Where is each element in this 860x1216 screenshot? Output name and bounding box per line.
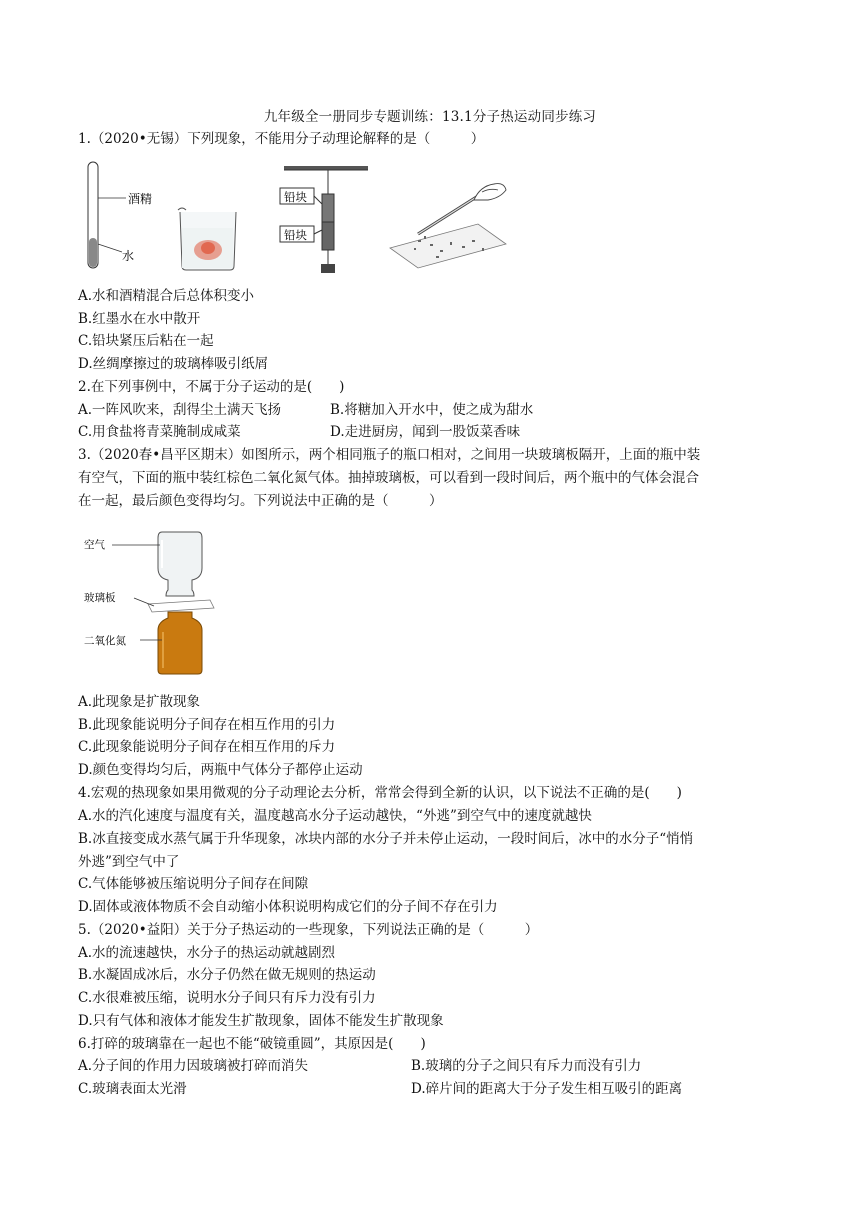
q5-option-b: B.水凝固成冰后，水分子仍然在做无规则的热运动 [78, 967, 376, 983]
q5-option-c: C.水很难被压缩，说明水分子间只有斥力没有引力 [78, 990, 376, 1006]
q4-option-b-cont: 外逃”到空气中了 [78, 854, 180, 870]
q3-figure [82, 528, 252, 676]
glass-plate-label: 玻璃板 [84, 592, 116, 604]
q6-stem: 6.打碎的玻璃靠在一起也不能“破镜重圆”，其原因是( ) [78, 1036, 426, 1052]
q2-option-b: B.将糖加入开水中，使之成为甜水 [330, 402, 534, 418]
q3-option-c: C.此现象能说明分子间存在相互作用的斥力 [78, 739, 336, 755]
alcohol-label: 酒精 [128, 192, 153, 206]
q6-option-d: D.碎片间的距离大于分子发生相互吸引的距离 [411, 1081, 683, 1097]
q1-stem: 1.（2020•无锡）下列现象，不能用分子动理论解释的是（ ） [78, 131, 485, 147]
lead-label-2: 铅块 [284, 228, 307, 242]
q5-stem: 5.（2020•益阳）关于分子热运动的一些现象，下列说法正确的是（ ） [78, 922, 539, 938]
q5-option-a: A.水的流速越快，水分子的热运动就越剧烈 [78, 945, 336, 961]
q2-stem: 2.在下列事例中，不属于分子运动的是( ) [78, 379, 345, 395]
lead-blocks-figure [280, 166, 368, 273]
lead-label-1: 铅块 [284, 190, 307, 204]
water-label: 水 [122, 249, 135, 263]
test-tube-figure [88, 162, 152, 268]
q3-stem-line-3: 在一起，最后颜色变得均匀。下列说法中正确的是（ ） [78, 493, 443, 509]
q1-option-d: D.丝绸摩擦过的玻璃棒吸引纸屑 [78, 356, 269, 372]
q1-option-a: A.水和酒精混合后总体积变小 [78, 288, 255, 304]
q2-option-a: A.一阵风吹来，刮得尘土满天飞扬 [78, 402, 282, 418]
q1-figures [78, 160, 538, 278]
q6-option-b: B.玻璃的分子之间只有斥力而没有引力 [411, 1058, 642, 1074]
q4-option-a: A.水的汽化速度与温度有关，温度越高水分子运动越快，“外逃”到空气中的速度就越快 [78, 808, 592, 824]
q3-option-a: A.此现象是扩散现象 [78, 694, 201, 710]
air-label: 空气 [84, 539, 105, 551]
beaker-figure [178, 208, 236, 270]
q2-option-c: C.用食盐将青菜腌制成咸菜 [78, 424, 241, 440]
q4-stem: 4.宏观的热现象如果用微观的分子动理论去分析，常常会得到全新的认识，以下说法不正确的是( ) [78, 785, 682, 801]
q2-option-d: D.走进厨房，闻到一股饭菜香味 [330, 424, 521, 440]
q5-option-d: D.只有气体和液体才能发生扩散现象，固体不能发生扩散现象 [78, 1013, 444, 1029]
worksheet-title: 九年级全一册同步专题训练：13.1分子热运动同步练习 [263, 109, 597, 125]
no2-label: 二氧化氮 [84, 635, 126, 647]
q6-option-a: A.分子间的作用力因玻璃被打碎而消失 [78, 1058, 309, 1074]
q3-stem-line-2: 有空气，下面的瓶中装红棕色二氧化氮气体。抽掉玻璃板，可以看到一段时间后，两个瓶中的气体会混合 [78, 470, 699, 486]
q4-option-c: C.气体能够被压缩说明分子间存在间隙 [78, 876, 309, 892]
q4-option-d: D.固体或液体物质不会自动缩小体积说明构成它们的分子间不存在引力 [78, 899, 498, 915]
q3-option-d: D.颜色变得均匀后，两瓶中气体分子都停止运动 [78, 762, 363, 778]
q6-option-c: C.玻璃表面太光滑 [78, 1081, 187, 1097]
q1-option-c: C.铅块紧压后粘在一起 [78, 333, 214, 349]
q3-option-b: B.此现象能说明分子间存在相互作用的引力 [78, 717, 336, 733]
q4-option-b: B.冰直接变成水蒸气属于升华现象，冰块内部的水分子并未停止运动，一段时间后，冰中的水分子“悄悄 [78, 831, 694, 847]
q3-stem-line-1: 3.（2020春•昌平区期末）如图所示，两个相同瓶子的瓶口相对，之间用一块玻璃板隔开，上面的瓶中装 [78, 447, 701, 463]
glass-rod-figure [390, 184, 506, 268]
q1-option-b: B.红墨水在水中散开 [78, 311, 201, 327]
